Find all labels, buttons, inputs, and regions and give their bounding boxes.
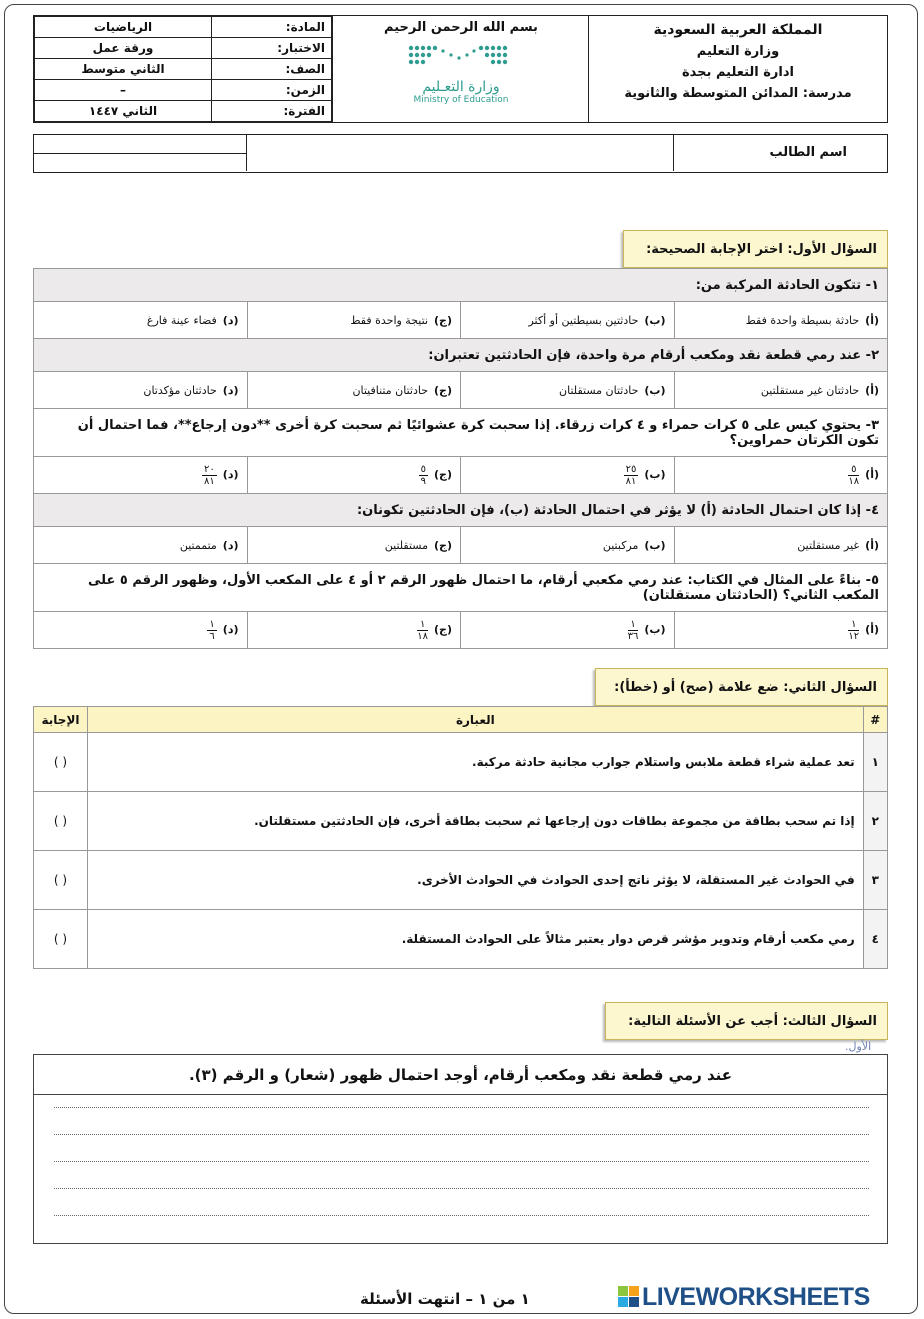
table-row (34, 851, 888, 910)
q2-title: السؤال الثاني: ضع علامة (صح) أو (خطأ): (595, 668, 888, 706)
option-a[interactable]: (أ)حادثة بسيطة واحدة فقط (674, 302, 888, 339)
question-text: ٣- يحتوي كيس على ٥ كرات حمراء و ٤ كرات زرقاء. إذا سحبت كرة عشوائيًا ثم سحبت كرة أخرى **دون إرجاع**، فما احتمال أن تكون الكرتان حمراوين؟ (34, 409, 888, 457)
answer-box[interactable]: ( ) (34, 792, 88, 851)
col-answer-header: الإجابة (34, 707, 88, 733)
row-statement: في الحوادث غير المستقلة، لا يؤثر ناتج إحدى الحوادث في الحوادث الأخرى. (88, 851, 864, 910)
row-number: ١ (863, 733, 887, 792)
name-extra-divider (34, 153, 247, 154)
option-b[interactable]: (ب)حادثتان مستقلتان (461, 372, 675, 409)
option-d[interactable]: (د) $\frac{١}{٦}$ (34, 612, 248, 649)
ministry-title: وزارة التعليم (696, 44, 780, 59)
kingdom-title: المملكة العربية السعودية (653, 22, 823, 38)
question-text: ٥- بناءً على المثال في الكتاب: عند رمي مكعبي أرقام، ما احتمال ظهور الرقم ٢ أو ٤ على المكعب الأول، وظهور الرقم ٥ على المكعب الثاني؟ (الحادثتان مستقلتان) (34, 564, 888, 612)
row-number: ٣ (863, 851, 887, 910)
q3-title: السؤال الثالث: أجب عن الأسئلة التالية: (605, 1002, 888, 1040)
basmala: بسم الله الرحمن الرحيم (384, 20, 538, 35)
row-statement: إذا تم سحب بطاقة من مجموعة بطاقات دون إرجاعها ثم سحبت بطاقة أخرى، فإن الحادثتين مستقلتان. (88, 792, 864, 851)
info-label: الاختبار: (212, 38, 332, 59)
answer-line[interactable] (54, 1134, 869, 1135)
option-d[interactable]: (د)حادثتان مؤكدتان (34, 372, 248, 409)
row-number: ٤ (863, 910, 887, 969)
answer-line[interactable] (54, 1107, 869, 1108)
row-number: ٢ (863, 792, 887, 851)
q3-subtitle: الأول. (845, 1040, 872, 1053)
student-name-label: اسم الطالب (673, 135, 887, 171)
info-value: – (35, 80, 212, 101)
row-statement: رمي مكعب أرقام وتدوير مؤشر قرص دوار يعتبر مثالاً على الحوادث المستقلة. (88, 910, 864, 969)
answer-line[interactable] (54, 1188, 869, 1189)
answer-line[interactable] (54, 1161, 869, 1162)
q1-title: السؤال الأول: اختر الإجابة الصحيحة: (623, 230, 888, 268)
logo-english-text: Ministry of Education (413, 95, 509, 105)
info-label: الفترة: (212, 101, 332, 122)
info-label: الزمن: (212, 80, 332, 101)
option-a[interactable]: (أ) $\frac{١}{١٢}$ (674, 612, 888, 649)
logo-arabic-text: وزارة التعـليم (422, 79, 500, 95)
question-text: ٢- عند رمي قطعة نقد ومكعب أرقام مرة واحدة، فإن الحادثتين تعتبران: (34, 339, 888, 372)
option-b[interactable]: (ب)حادثتين بسيطتين أو أكثر (461, 302, 675, 339)
brand-text: LIVEWORKSHEETS (642, 1283, 870, 1311)
liveworksheets-icon (618, 1286, 640, 1308)
school-title: مدرسة: المدائن المتوسطة والثانوية (624, 86, 852, 101)
option-d[interactable]: (د)متممتين (34, 527, 248, 564)
question-text: ١- تتكون الحادثة المركبة من: (34, 269, 888, 302)
answer-box[interactable]: ( ) (34, 910, 88, 969)
info-value: الثاني متوسط (35, 59, 212, 80)
option-a[interactable]: (أ) $\frac{٥}{١٨}$ (674, 457, 888, 494)
ministry-logo-icon (401, 43, 521, 73)
option-c[interactable]: (ج)حادثتان متنافيتان (247, 372, 461, 409)
col-number-header: # (863, 707, 887, 733)
footer-end-text: ١ من ١ – انتهت الأسئلة (360, 1290, 530, 1308)
answer-line[interactable] (54, 1215, 869, 1216)
question-text: ٤- إذا كان احتمال الحادثة (أ) لا يؤثر في احتمال الحادثة (ب)، فإن الحادثتين تكونان: (34, 494, 888, 527)
option-a[interactable]: (أ)غير مستقلتين (674, 527, 888, 564)
admin-title: ادارة التعليم بجدة (681, 65, 795, 80)
option-c[interactable]: (ج)نتيجة واحدة فقط (247, 302, 461, 339)
option-c[interactable]: (ج) $\frac{٥}{٩}$ (247, 457, 461, 494)
table-row (34, 792, 888, 851)
option-c[interactable]: (ج) $\frac{١}{١٨}$ (247, 612, 461, 649)
header-institution (588, 15, 888, 123)
answer-box[interactable]: ( ) (34, 851, 88, 910)
true-false-table (33, 706, 888, 969)
header-logo-block (333, 15, 589, 123)
answer-box[interactable]: ( ) (34, 733, 88, 792)
info-label: الصف: (212, 59, 332, 80)
header-info-table (33, 15, 333, 123)
q3-question-text: عند رمي قطعة نقد ومكعب أرقام، أوجد احتمال ظهور (شعار) و الرقم (٣). (34, 1055, 887, 1095)
row-statement: تعد عملية شراء قطعة ملابس واستلام جوارب مجانية حادثة مركبة. (88, 733, 864, 792)
option-c[interactable]: (ج)مستقلتين (247, 527, 461, 564)
option-b[interactable]: (ب) $\frac{٢٥}{٨١}$ (461, 457, 675, 494)
option-d[interactable]: (د) $\frac{٢٠}{٨١}$ (34, 457, 248, 494)
option-a[interactable]: (أ)حادثتان غير مستقلتين (674, 372, 888, 409)
info-value: الثاني ١٤٤٧ (35, 101, 212, 122)
option-b[interactable]: (ب)مركبتين (461, 527, 675, 564)
info-value: الرياضيات (35, 17, 212, 38)
table-row (34, 733, 888, 792)
liveworksheets-logo[interactable] (618, 1283, 870, 1312)
table-row (34, 910, 888, 969)
student-name-row (33, 134, 888, 173)
option-d[interactable]: (د)فضاء عينة فارغ (34, 302, 248, 339)
mcq-table (33, 268, 888, 649)
info-value: ورقة عمل (35, 38, 212, 59)
q3-answer-box (33, 1054, 888, 1244)
info-label: المادة: (212, 17, 332, 38)
option-b[interactable]: (ب) $\frac{١}{٣٦}$ (461, 612, 675, 649)
student-name-input[interactable] (246, 135, 673, 171)
col-statement-header: العبارة (88, 707, 864, 733)
